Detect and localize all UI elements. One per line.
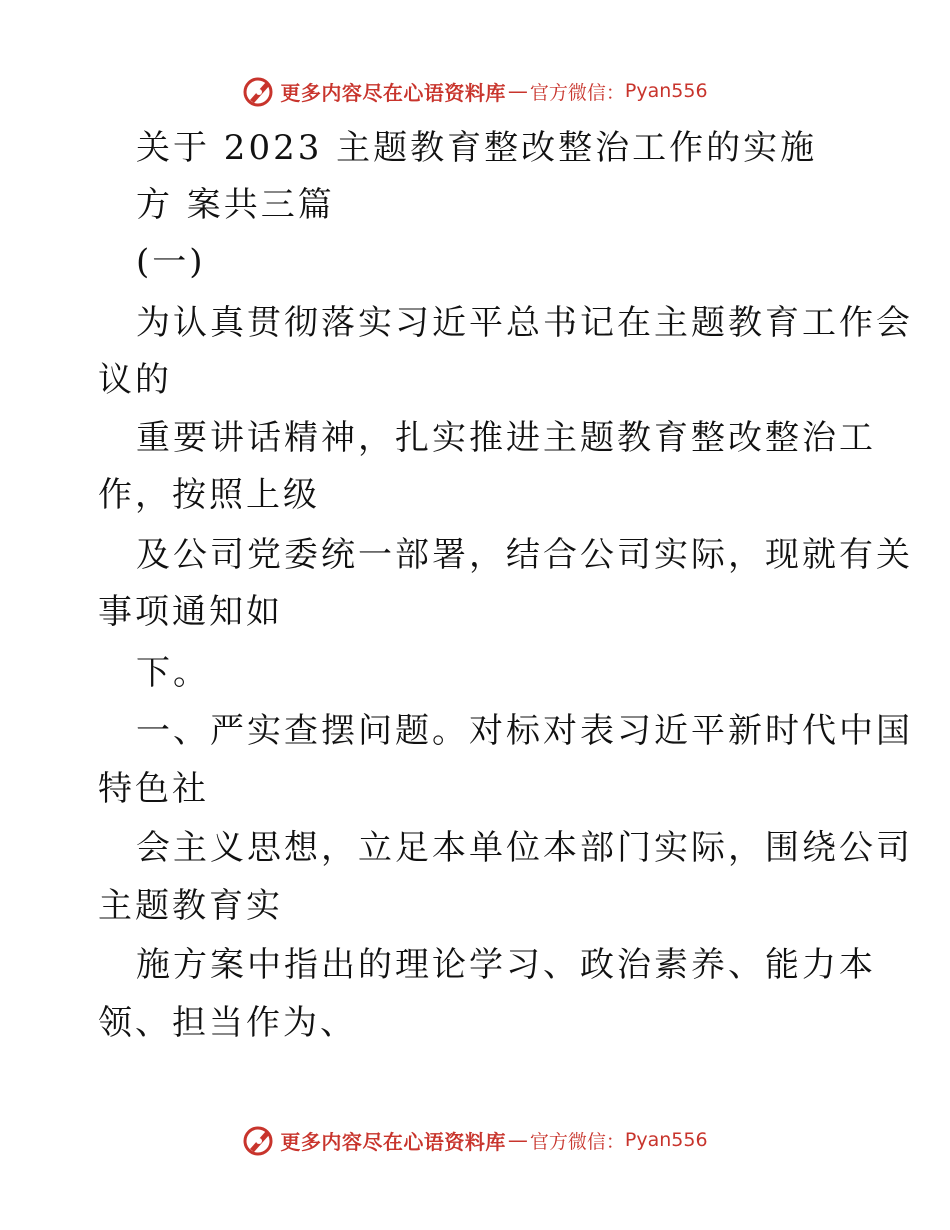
paragraph-line: 主题教育实 xyxy=(98,886,283,926)
paragraph-line: 事项通知如 xyxy=(98,592,283,632)
banner-wechat-label: 官方微信： xyxy=(529,81,625,104)
paragraph-line: 及公司党委统一部署，结合公司实际，现就有关 xyxy=(136,535,913,575)
title-line-2: 方 案共三篇 xyxy=(136,185,335,225)
paragraph-line: 为认真贯彻落实习近平总书记在主题教育工作会 xyxy=(136,303,913,343)
banner-brand-text: 更多内容尽在心语资料库 xyxy=(280,80,506,105)
paragraph-line: 会主义思想，立足本单位本部门实际，围绕公司 xyxy=(136,828,913,868)
paragraph-line: 一、严实查摆问题。对标对表习近平新时代中国 xyxy=(136,711,913,751)
title-line-1: 关于 2023 主题教育整改整治工作的实施 xyxy=(136,128,818,168)
banner-wechat-id: Pyan556 xyxy=(624,80,708,102)
banner-brand-text: 更多内容尽在心语资料库 xyxy=(280,1129,506,1154)
paragraph-line: 作，按照上级 xyxy=(98,475,320,515)
banner-wechat-id: Pyan556 xyxy=(624,1129,708,1151)
section-number: (一) xyxy=(136,242,206,282)
paragraph-line: 特色社 xyxy=(98,769,209,809)
banner-wechat-label: 官方微信： xyxy=(529,1130,625,1153)
paragraph-line: 施方案中指出的理论学习、政治素养、能力本 xyxy=(136,945,876,985)
pen-logo-icon xyxy=(242,74,276,108)
paragraph-line: 议的 xyxy=(98,360,172,400)
paragraph-line: 领、担当作为、 xyxy=(98,1003,357,1043)
banner-dash: — xyxy=(507,1128,528,1152)
footer-watermark-banner xyxy=(0,1120,950,1160)
banner-dash: — xyxy=(507,79,528,103)
paragraph-line: 下。 xyxy=(136,653,210,693)
pen-logo-icon xyxy=(242,1123,276,1157)
paragraph-line: 重要讲话精神，扎实推进主题教育整改整治工 xyxy=(136,418,876,458)
header-watermark-banner xyxy=(0,71,950,111)
